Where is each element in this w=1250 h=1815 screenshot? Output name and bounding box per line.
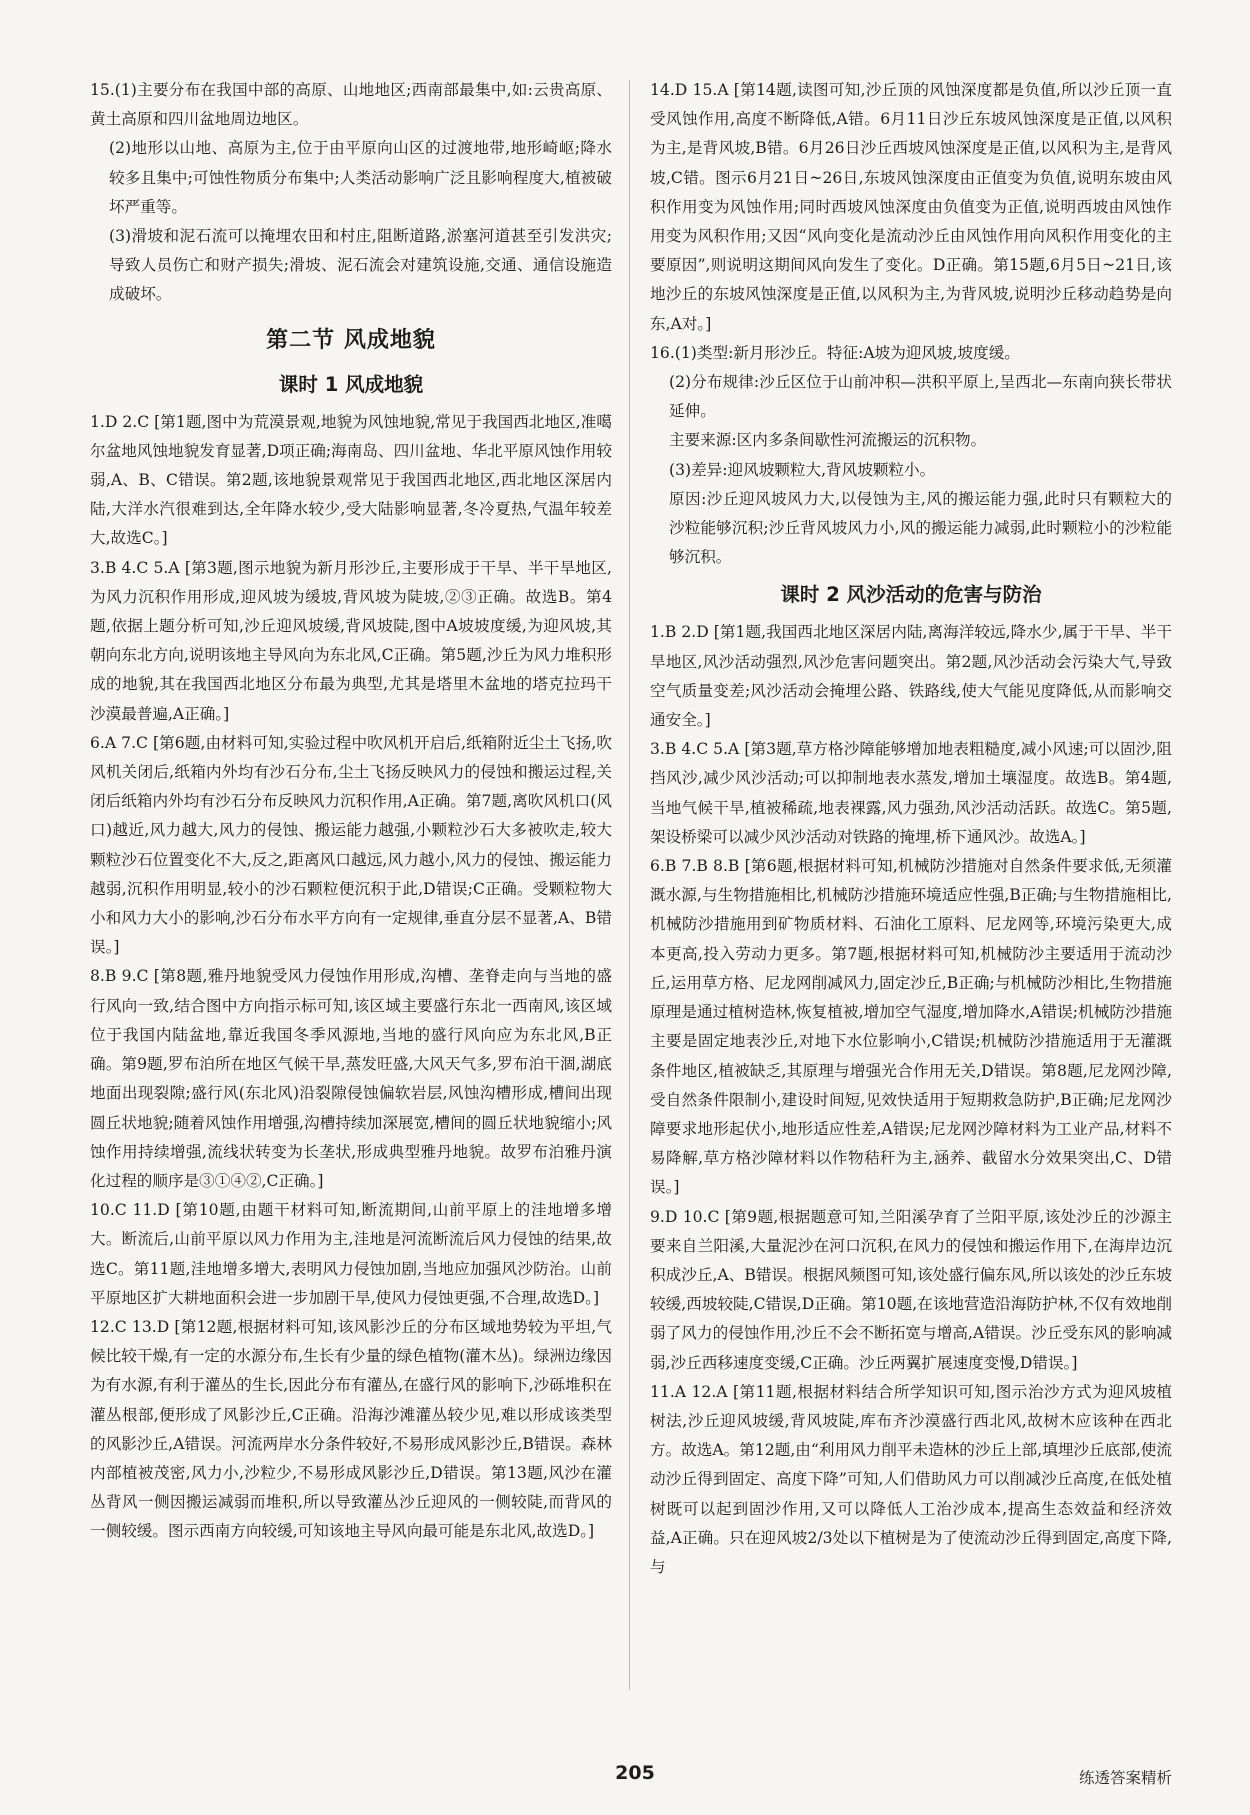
answer-6-7: 6.A 7.C [第6题,由材料可知,实验过程中吹风机开启后,纸箱附近尘土飞扬,吹风机关闭后,纸箱内外均有沙石分布,尘土飞扬反映风力的侵蚀和搬运过程,关闭后纸箱内外均有沙石分布反映风力沉积作用,A正确。第7题,离吹风机口(风口)越近,风力越大,风力的侵蚀、搬运能力越强,小颗粒沙石大多被吹走,较大颗粒沙石位置变化不大,反之,距离风口越远,风力越小,风力的侵蚀、搬运能力越弱,沉积作用明显,较小的沙石颗粒便沉积于此,D错误;C正确。受颗粒物大小和风力大小的影响,沙石分布水平方向有一定规律,垂直分层不显著,A、B错误。] bbox=[90, 733, 612, 957]
lesson2-answer-3-5: 3.B 4.C 5.A [第3题,草方格沙障能够增加地表粗糙度,减小风速;可以固沙,阻挡风沙,减少风沙活动;可以抑制地表水蒸发,增加土壤湿度。故选B。第4题,当地气候干旱,植被稀疏,地表裸露,风力强劲,风沙活动活跃。故选C。第5题,架设桥梁可以减少风沙活动对铁路的掩埋,桥下通风沙。故选A。] bbox=[650, 740, 1172, 846]
q15-answer-2: (2)地形以山地、高原为主,位于由平原向山区的过渡地带,地形崎岖;降水较多且集中;可蚀性物质分布集中;人类活动影响广泛且影响程度大,植被破坏严重等。 bbox=[109, 139, 612, 216]
footer-label: 练透答案精析 bbox=[1078, 1769, 1172, 1787]
q15-answer-3: (3)滑坡和泥石流可以掩埋农田和村庄,阻断道路,淤塞河道甚至引发洪灾;导致人员伤亡和财产损失;滑坡、泥石流会对建筑设施,交通、通信设施造成破坏。 bbox=[109, 227, 612, 304]
answer-10-11: 10.C 11.D [第10题,由题干材料可知,断流期间,山前平原上的洼地增多增大。断流后,山前平原以风力作用为主,洼地是河流断流后风力侵蚀的结果,故选C。第11题,洼地增多增大,表明风力侵蚀加剧,当地应加强风沙防治。山前平原地区扩大耕地面积会进一步加剧干旱,使风力侵蚀更强,不合理,故选D。] bbox=[90, 1201, 612, 1307]
q16-answer-1: 16.(1)类型:新月形沙丘。特征:A坡为迎风坡,坡度缓。 bbox=[650, 343, 1020, 362]
page-number: 205 bbox=[615, 1762, 655, 1784]
answer-3-5: 3.B 4.C 5.A [第3题,图示地貌为新月形沙丘,主要形成于干旱、半干旱地区,为风力沉积作用形成,迎风坡为缓坡,背风坡为陡坡,②③正确。故选B。第4题,依据上题分析可知,沙丘迎风坡缓,背风坡陡,图中A坡坡度缓,为迎风坡,其朝向东北方向,说明该地主导风向为东北风,C正确。第5题,沙丘为风力堆积形成的地貌,其在我国西北地区分布最为典型,尤其是塔里木盆地的塔克拉玛干沙漠最普遍,A正确。] bbox=[90, 558, 612, 723]
q15-answer-1: 15.(1)主要分布在我国中部的高原、山地地区;西南部最集中,如:云贵高原、黄土高原和四川盆地周边地区。 bbox=[90, 81, 612, 129]
left-column bbox=[90, 76, 612, 1547]
answer-8-9: 8.B 9.C [第8题,雅丹地貌受风力侵蚀作用形成,沟槽、垄脊走向与当地的盛行风向一致,结合图中方向指示标可知,该区域主要盛行东北一西南风,该区域位于我国内陆盆地,靠近我国冬季风源地,当地的盛行风向应为东北风,B正确。第9题,罗布泊所在地区气候干旱,蒸发旺盛,大风天气多,罗布泊干涸,湖底地面出现裂隙;盛行风(东北风)沿裂隙侵蚀偏软岩层,风蚀沟槽形成,槽间出现圆丘状地貌;随着风蚀作用增强,沟槽持续加深展宽,槽间的圆丘状地貌缩小;风蚀作用持续增强,流线状转变为长垄状,形成典型雅丹地貌。故罗布泊雅丹演化过程的顺序是③①④②,C正确。] bbox=[90, 967, 612, 1190]
lesson2-answer-1-2: 1.B 2.D [第1题,我国西北地区深居内陆,离海洋较远,降水少,属于干旱、半干旱地区,风沙活动强烈,风沙危害问题突出。第2题,风沙活动会污染大气,导致空气质量变差;风沙活动会掩埋公路、铁路线,使大气能见度降低,从而影响交通安全。] bbox=[650, 623, 1172, 730]
lesson-1-title: 课时 1 风成地貌 bbox=[278, 372, 424, 396]
lesson2-answer-9-10: 9.D 10.C [第9题,根据题意可知,兰阳溪孕育了兰阳平原,该处沙丘的沙源主要来自兰阳溪,大量泥沙在河口沉积,在风力的侵蚀和搬运作用下,在海岸边沉积成沙丘,A、B错误。根据风频图可知,该处盛行偏东风,所以该处的沙丘东坡较缓,西坡较陡,C错误,D正确。第10题,在该地营造沿海防护林,不仅有效地削弱了风力的侵蚀作用,沙丘不会不断拓宽与增高,A错误。沙丘受东风的影响减弱,沙丘西移速度变缓,C正确。沙丘两翼扩展速度变慢,D错误。] bbox=[650, 1207, 1172, 1372]
answer-14-15: 14.D 15.A [第14题,读图可知,沙丘顶的风蚀深度都是负值,所以沙丘顶一直受风蚀作用,高度不断降低,A错。6月11日沙丘东坡风蚀深度是正值,以风积为主,是背风坡,B错。6月26日沙丘西坡风蚀深度是正值,以风积为主,是背风坡,C错。图示6月21日~26日,东坡风蚀深度由正值变为负值,说明东坡由风积作用变为风蚀作用;同时西坡风蚀深度由负值变为正值,说明西坡由风蚀作用变为风积作用;又因“风向变化是流动沙丘由风蚀作用向风积作用变化的主要原因”,则说明这期间风向发生了变化。D正确。第15题,6月5日~21日,该地沙丘的东坡风蚀深度是正值,以风积为主,为背风坡,说明沙丘移动趋势是向东,A对。] bbox=[650, 81, 1172, 333]
answer-1-2: 1.D 2.C [第1题,图中为荒漠景观,地貌为风蚀地貌,常见于我国西北地区,准噶尔盆地风蚀地貌发育显著,D项正确;海南岛、四川盆地、华北平原风蚀作用较弱,A、B、C错误。第2题,该地貌景观常见于我国西北地区,西北地区深居内陆,大洋水汽很难到达,全年降水较少,受大陆影响显著,冬冷夏热,气温年较差大,故选C。] bbox=[90, 412, 612, 548]
right-column bbox=[650, 76, 1172, 1582]
q16-answer-2: (2)分布规律:沙丘区位于山前冲积—洪积平原上,呈西北—东南向狭长带状延伸。 bbox=[669, 373, 1172, 421]
column-divider bbox=[629, 80, 630, 1690]
answer-12-13: 12.C 13.D [第12题,根据材料可知,该风影沙丘的分布区域地势较为平坦,气候比较干燥,有一定的水源分布,生长有少量的绿色植物(灌木丛)。绿洲边缘因为有水源,有利于灌丛的生长,因此分布有灌丛,在盛行风的影响下,沙砾堆积在灌丛根部,便形成了风影沙丘,C正确。沿海沙滩灌丛较少见,难以形成该类型的风影沙丘,A错误。河流两岸水分条件较好,不易形成风影沙丘,B错误。森林内部植被茂密,风力小,沙粒少,不易形成风影沙丘,D错误。第13题,风沙在灌丛背风一侧因搬运减弱而堆积,所以导致灌丛沙丘迎风的一侧较陡,而背风的一侧较缓。图示西南方向较缓,可知该地主导风向最可能是东北风,故选D。] bbox=[90, 1317, 612, 1541]
q16-answer-source: 主要来源:区内多条间歇性河流搬运的沉积物。 bbox=[669, 431, 987, 450]
lesson2-answer-11-12: 11.A 12.A [第11题,根据材料结合所学知识可知,图示治沙方式为迎风坡植树法,沙丘迎风坡缓,背风坡陡,库布齐沙漠盛行西北风,故树木应该种在西北方。故选A。第12题,由“利用风力削平未造林的沙丘上部,填埋沙丘底部,使流动沙丘得到固定、高度下降”可知,人们借助风力可以削减沙丘高度,在低处植树既可以起到固沙作用,又可以降低人工治沙成本,提高生态效益和经济效益,A正确。只在迎风坡2/3处以下植树是为了使流动沙丘得到固定,高度下降,与 bbox=[650, 1382, 1172, 1576]
q16-answer-reason: 原因:沙丘迎风坡风力大,以侵蚀为主,风的搬运能力强,此时只有颗粒大的沙粒能够沉积;沙丘背风坡风力小,风的搬运能力减弱,此时颗粒小的沙粒能够沉积。 bbox=[669, 489, 1172, 567]
lesson-2-title: 课时 2 风沙活动的危害与防治 bbox=[780, 583, 1042, 607]
lesson2-answer-6-8: 6.B 7.B 8.B [第6题,根据材料可知,机械防沙措施对自然条件要求低,无须灌溉水源,与生物措施相比,机械防沙措施环境适应性强,B正确;与生物措施相比,机械防沙措施用到矿物质材料、石油化工原料、尼龙网等,环境污染更大,成本更高,投入劳动力更多。第7题,根据材料可知,机械防沙主要适用于流动沙丘,运用草方格、尼龙网削减风力,固定沙丘,B正确;与机械防沙相比,生物措施原理是通过植树造林,恢复植被,增加空气湿度,增加降水,A错误;机械防沙措施主要是固定地表沙丘,对地下水位影响小,C错误;机械防沙措施适用于无灌溉条件地区,植被缺乏,其原理与增强光合作用无关,D错误。第8题,尼龙网沙障,受自然条件限制小,建设时间短,见效快适用于短期救急防护,B正确;尼龙网沙障要求地形起伏小,地形适应性差,A错误;尼龙网沙障材料为工业产品,材料不易降解,草方格沙障材料以作物秸秆为主,涵养、截留水分效果突出,C、D错误。] bbox=[650, 857, 1172, 1197]
section-title: 第二节 风成地貌 bbox=[266, 327, 436, 353]
q16-answer-3: (3)差异:迎风坡颗粒大,背风坡颗粒小。 bbox=[669, 460, 936, 479]
